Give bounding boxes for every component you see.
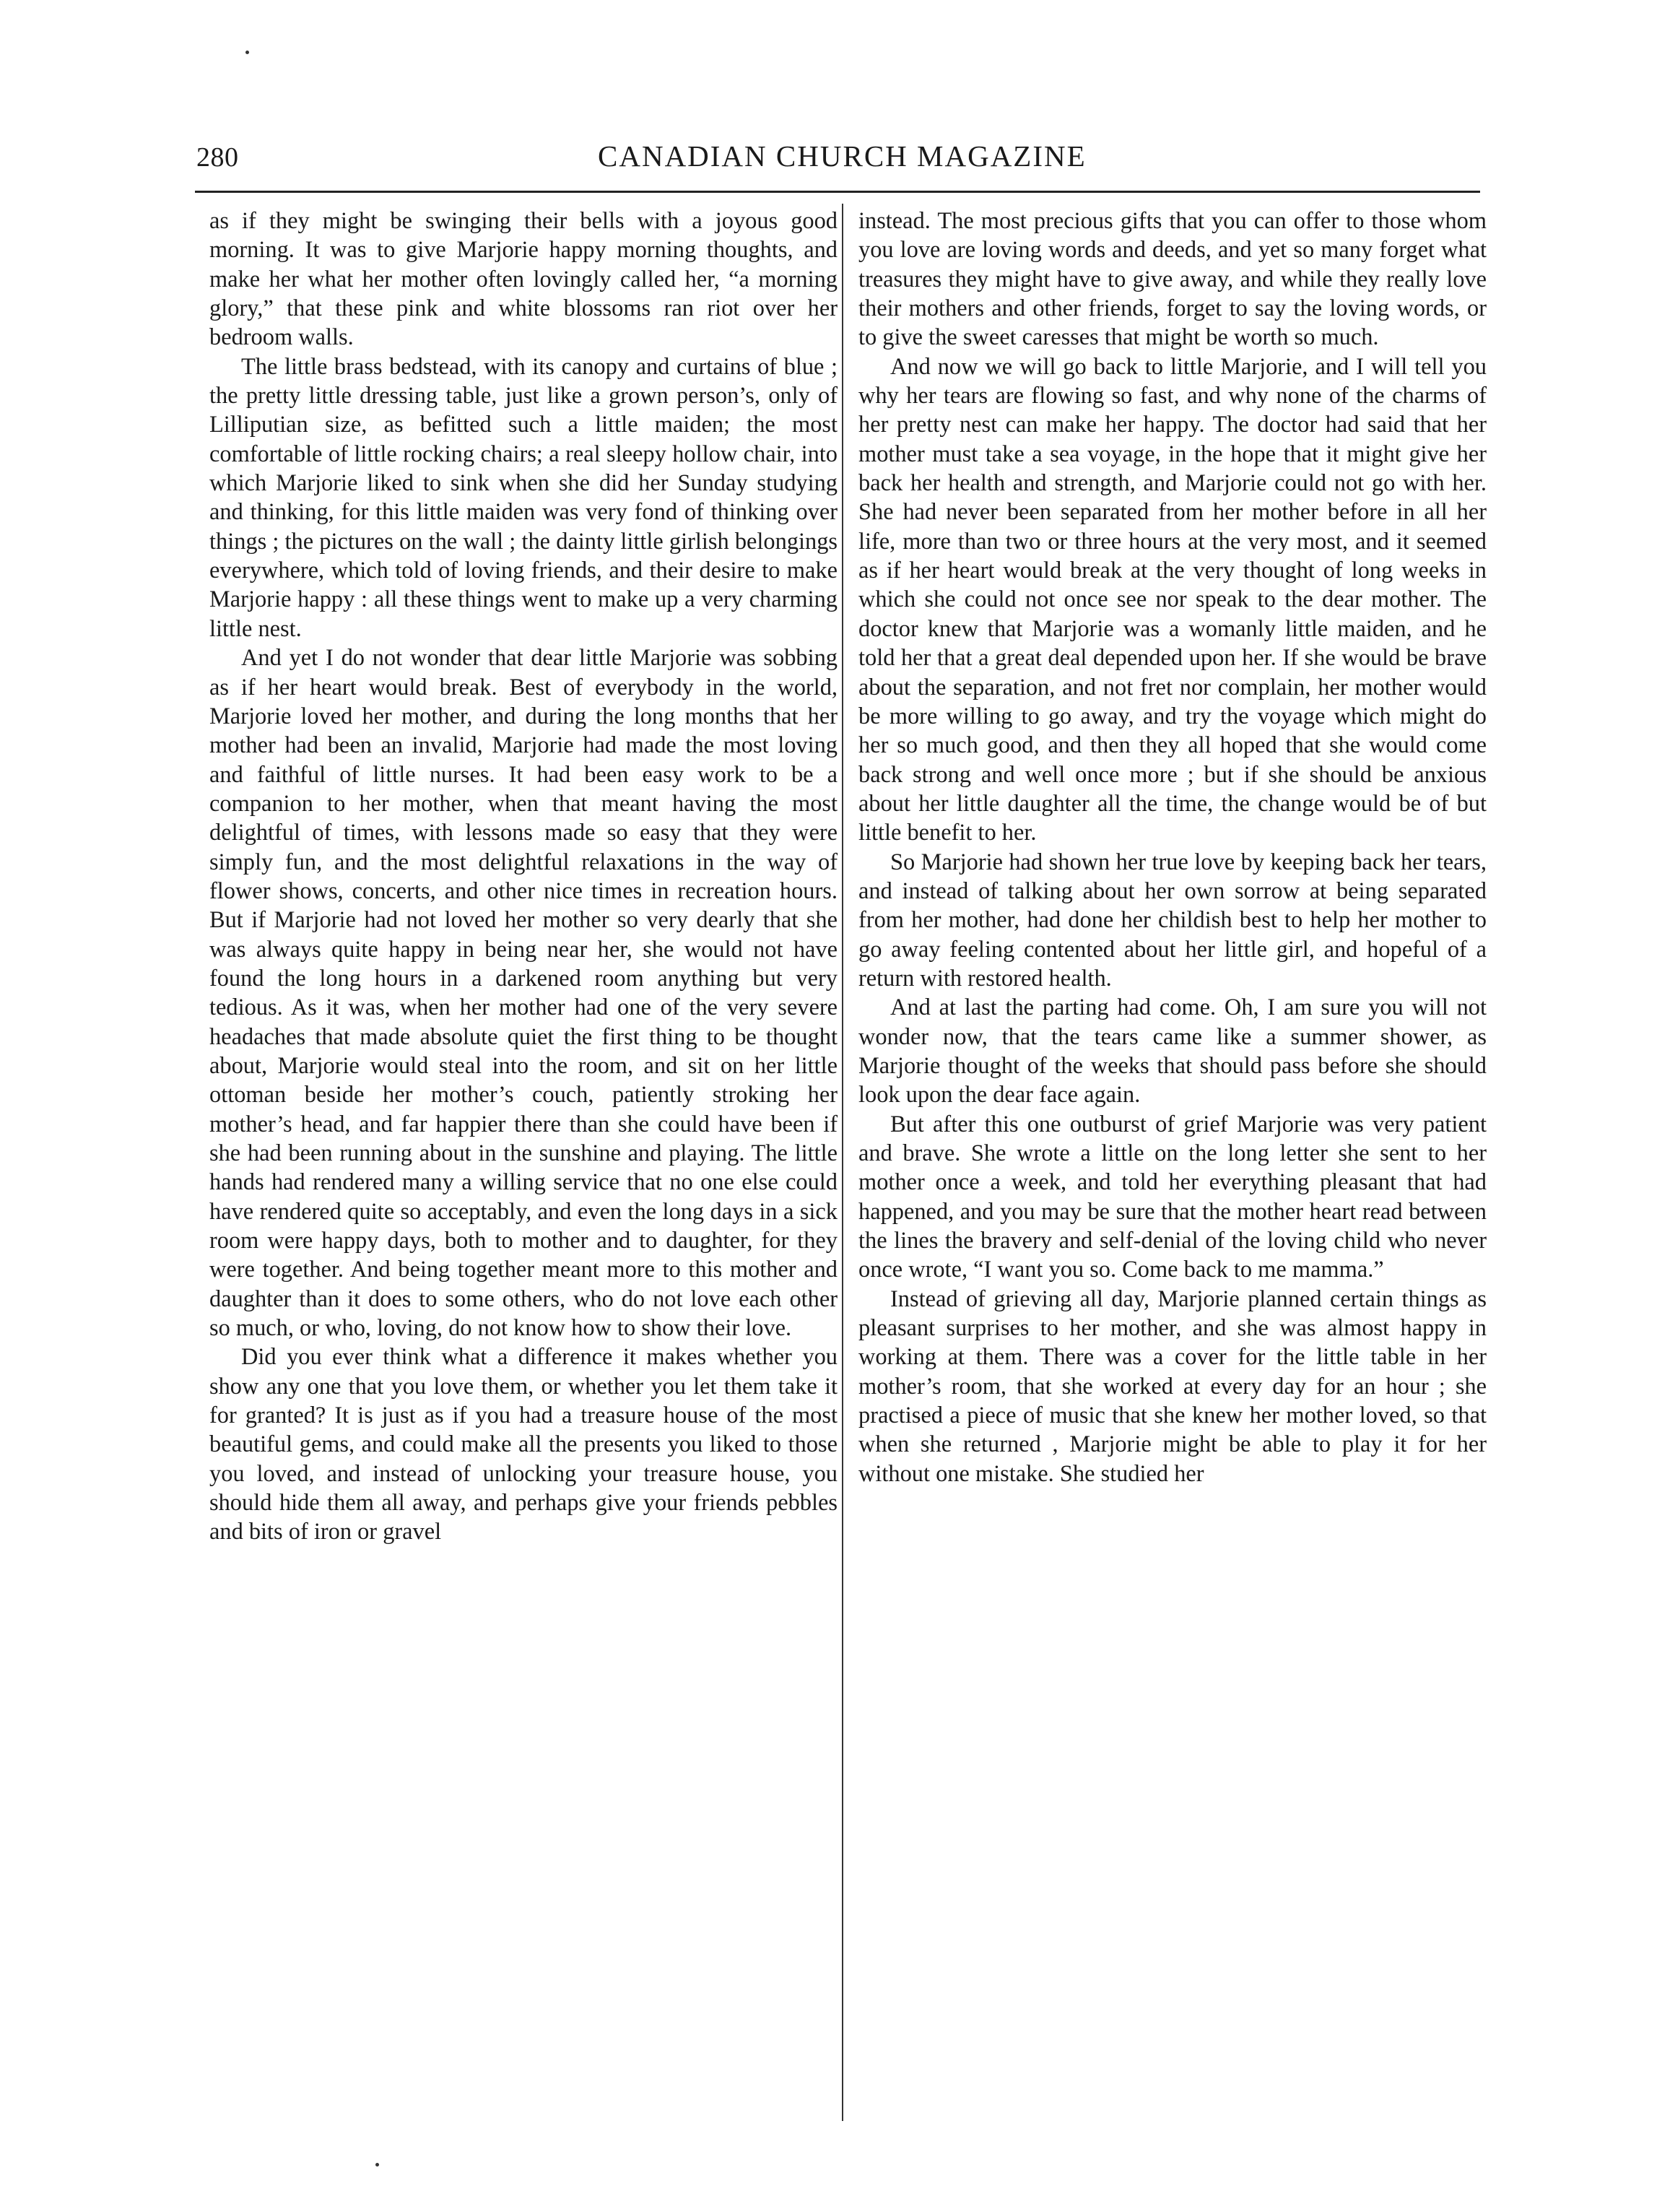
left-paragraph-4: Did you ever think what a difference it makes whether you show any one that you love them, or whether you let them take it for granted? It is just as if you had a treasure house of the most beautiful gems, and could make all the presents you liked to those you loved, and instead of unlocking your treasure house, you should hide them all away, and perhaps give your friends pebbles and bits of iron or gravel — [209, 1344, 838, 1545]
column-divider — [842, 204, 843, 2121]
print-speck-top — [245, 51, 249, 54]
right-paragraph-3: So Marjorie had shown her true love by keeping back her tears, and instead of talking about her own sorrow at being separated from her mother, had done her childish best to help her mother to go away feeling contented about her little girl, and hopeful of a return with restored health. — [858, 849, 1487, 992]
running-title: CANADIAN CHURCH MAGAZINE — [598, 139, 1087, 173]
print-speck-bottom — [375, 2163, 379, 2167]
left-paragraph-2: The little brass bedstead, with its canopy and curtains of blue ; the pretty little dressing table, just like a grown person’s, only of Lilliputian size, as befitted such a little maiden; the most comfortable of little rocking chairs; a real sleepy hollow chair, into which Marjorie liked to sink when she did her Sunday studying and thinking, for this little maiden was very fond of thinking over things ; the pictures on the wall ; the dainty little girlish belongings everywhere, which told of loving friends, and their desire to make Marjorie happy : all these things went to make up a very charming little nest. — [209, 353, 838, 642]
header-rule — [195, 191, 1480, 193]
left-paragraph-1: as if they might be swinging their bells with a joyous good morning. It was to give Marjorie happy morning thoughts, and make her what her mother often lovingly called her, “a morning glory,” that these pink and white blossoms ran riot over her bedroom walls. — [209, 208, 838, 351]
right-column — [858, 207, 1487, 1488]
right-paragraph-5: But after this one outburst of grief Marjorie was very patient and brave. She wrote a little on the long letter she sent to her mother once a week, and told her everything pleasant that had happened, and you may be sure that the mother heart read between the lines the bravery and self-denial of the loving child who never once wrote, “I want you so. Come back to me mamma.” — [858, 1111, 1487, 1283]
left-column — [209, 207, 838, 1547]
right-paragraph-1: instead. The most precious gifts that you can offer to those whom you love are loving words and deeds, and yet so many forget what treasures they might have to give away, and while they really love their mothers and other friends, forget to say the loving words, or to give the sweet caresses that might be worth so much. — [858, 208, 1487, 351]
right-paragraph-4: And at last the parting had come. Oh, I am sure you will not wonder now, that the tears came like a summer shower, as Marjorie thought of the weeks that should pass before she should look upon the dear face again. — [858, 994, 1487, 1109]
right-paragraph-2: And now we will go back to little Marjorie, and I will tell you why her tears are flowing so fast, and why none of the charms of her pretty nest can make her happy. The doctor had said that her mother must take a sea voyage, in the hope that it might give her back her health and strength, and Marjorie could not go with her. She had never been separated from her mother before in all her life, more than two or three hours at the very most, and it seemed as if her heart would break at the very thought of long weeks in which she could not once see nor speak to the dear mother. The doctor knew that Marjorie was a womanly little maiden, and he told her that a great deal depended upon her. If she would be brave about the separation, and not fret nor complain, her mother would be more willing to go away, and try the voyage which might do her so much good, and then they all hoped that she would come back strong and well once more ; but if she should be anxious about her little daughter all the time, the change would be of but little benefit to her. — [858, 353, 1487, 846]
left-paragraph-3: And yet I do not wonder that dear little Marjorie was sobbing as if her heart would break. Best of everybody in the world, Marjorie loved her mother, and during the long months that her mother had been an invalid, Marjorie had made the most loving and faithful of little nurses. It had been easy work to be a companion to her mother, when that meant having the most delightful of times, with lessons made so easy that they were simply fun, and the most delightful relaxations in the way of flower shows, concerts, and other nice times in recreation hours. But if Marjorie had not loved her mother so very dearly that she was always quite happy in being near her, she would not have found the long hours in a darkened room anything but very tedious. As it was, when her mother had one of the very severe headaches that made absolute quiet the first thing to be thought about, Marjorie would steal into the room, and sit on her little ottoman beside her mother’s couch, patiently stroking her mother’s head, and far happier there than she could have been if she had been running about in the sunshine and playing. The little hands had rendered many a willing service that no one else could have rendered quite so acceptably, and even the long days in a sick room were happy days, both to mother and to daughter, for they were together. And being together meant more to this mother and daughter than it does to some others, who do not love each other so much, or who, loving, do not know how to show their love. — [209, 645, 838, 1342]
page-number: 280 — [196, 142, 239, 173]
right-paragraph-6: Instead of grieving all day, Marjorie planned certain things as pleasant surprises to her mother, and she was almost happy in working at them. There was a cover for the little table in her mother’s room, that she worked at every day for an hour ; she practised a piece of music that she knew her mother loved, so that when she returned , Marjorie might be able to play it for her without one mistake. She studied her — [858, 1285, 1487, 1487]
